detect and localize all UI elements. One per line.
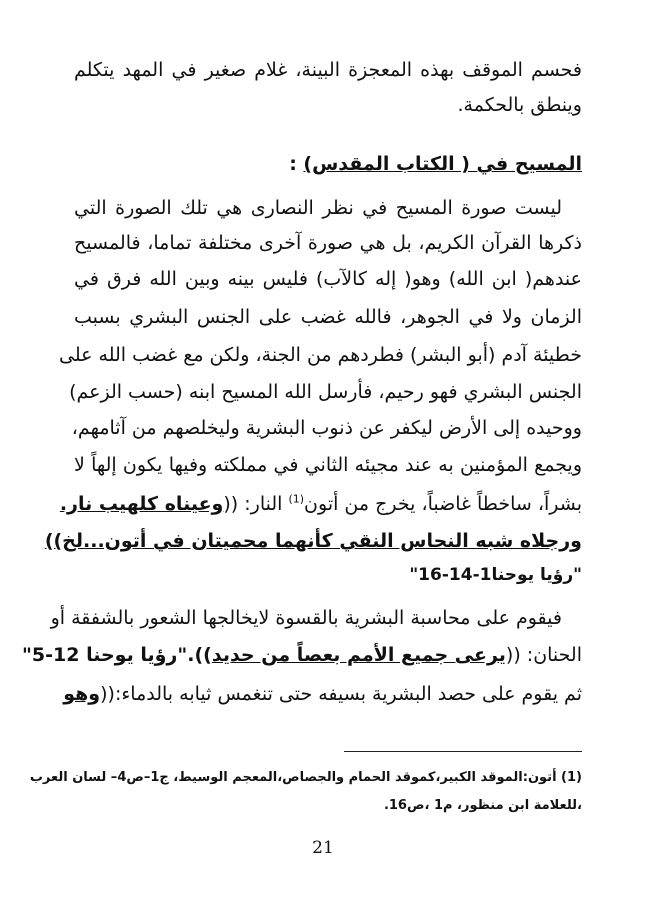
text-line: فيقوم على محاسبة البشرية بالقسوة لايخالجها الشعور بالشفقة أو <box>50 607 562 629</box>
section-heading-colon: : <box>289 153 304 175</box>
footnote-separator <box>344 751 582 752</box>
text-line: فحسم الموقف بهذه المعجزة البينة، غلام صغير في المهد يتكلم <box>74 59 582 81</box>
footnote-line: (1) أتون:الموقد الكبير،كموقد الحمام والجصاص،المعجم الوسيط، ج1–ص4– لسان العرب <box>29 770 582 785</box>
text-line: خطيئة آدم (أبو البشر) فطردهم من الجنة، ولكن مع غضب الله على <box>59 344 582 366</box>
text-segment: النار: (( <box>223 493 289 515</box>
scripture-quote: ورجلاه شبه النحاس النقي كأنهما محميتان في أتون...لخ)) <box>44 530 582 552</box>
scripture-quote: يرعى جميع الأمم بعصاً من حديد <box>211 644 506 666</box>
text-line <box>21 641 582 669</box>
text-segment: بشراً، ساخطاً غاضباً، يخرج من أتون <box>304 493 582 515</box>
text-line: ذكرها القرآن الكريم، بل هي صورة آخرى مختلفة تماما، فالمسيح <box>74 232 582 254</box>
footnote-marker: (1) <box>288 492 305 506</box>
section-heading-title: المسيح في ( الكتاب المقدس) <box>303 153 582 175</box>
scripture-quote: وعيناه كلهيب نار. <box>59 493 224 515</box>
section-heading <box>289 150 582 178</box>
text-line: الجنس البشري فهو رحيم، فأرسل الله المسيح ابنه (حسب الزعم) <box>69 381 582 403</box>
page-number: 21 <box>312 838 334 858</box>
text-line: ويجمع المؤمنين به عند مجيئه الثاني في مملكته وفيها يكون إلهاً لا <box>74 454 582 476</box>
scripture-reference: "رؤيا يوحنا1-14-16" <box>409 565 582 585</box>
text-line: الزمان ولا في الجوهر، فالله غضب على الجنس البشري بسبب <box>74 306 582 328</box>
text-segment: الحنان: (( <box>505 644 582 666</box>
text-line: ووحيده إلى الأرض ليكفر عن ذنوب البشرية وليخلصهم من آثامهم، <box>71 417 582 439</box>
text-line <box>59 490 582 518</box>
text-segment: ثم يقوم على حصد البشرية بسيفه حتى تنغمس ثيابه بالدماء:(( <box>100 683 582 705</box>
scripture-quote: وهو <box>63 683 101 705</box>
footnote-line: ،للعلامة ابن منظور، م1 ،ص16. <box>383 798 582 813</box>
text-line: ليست صورة المسيح في نظر النصارى هي تلك الصورة التي <box>74 197 562 219</box>
scripture-reference: ))."رؤيا يوحنا 12-5" <box>21 644 212 666</box>
text-line: وينطق بالحكمة. <box>457 94 582 116</box>
text-line: عندهم( ابن الله) وهو( إله كالآب) فليس بينه وبين الله فرق في <box>74 268 582 290</box>
text-line <box>63 680 582 708</box>
text-line <box>44 527 582 555</box>
